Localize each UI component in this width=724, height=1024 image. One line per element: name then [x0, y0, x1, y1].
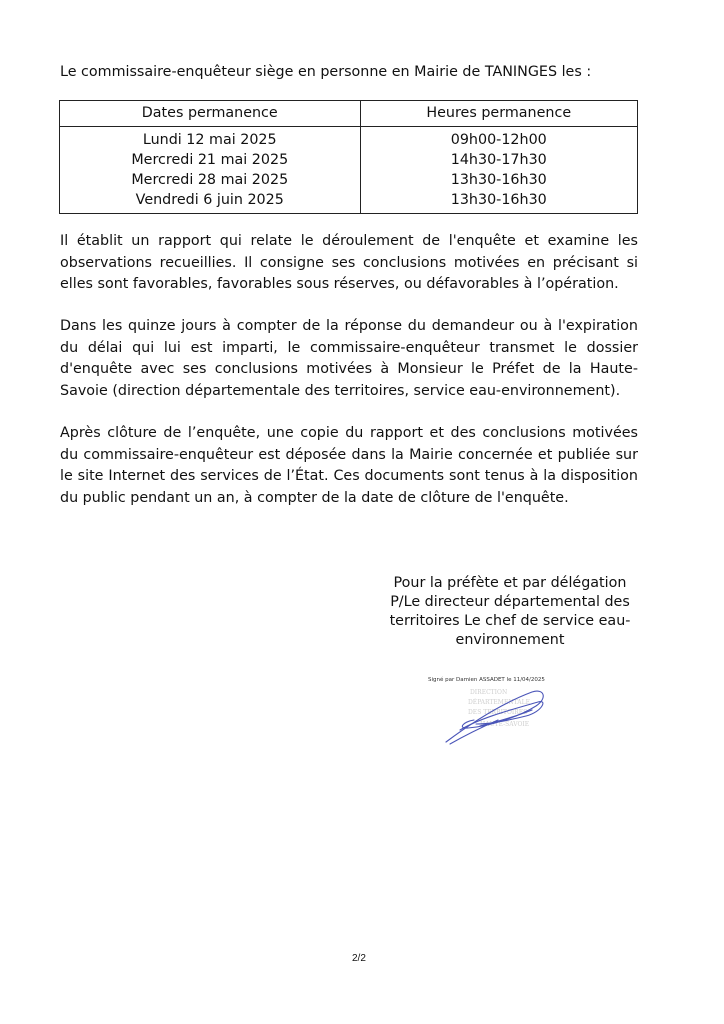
dates-cell [60, 127, 361, 214]
svg-text:DÉPARTEMENTALE: DÉPARTEMENTALE [468, 699, 530, 706]
signature-line: Pour la préfète et par délégation [393, 575, 627, 591]
table-body-row [60, 127, 638, 214]
paragraph-cloture: Après clôture de l’enquête, une copie du rapport et des conclusions motivées du commissaire-enquêteur est déposée dans la Mairie concernée et publiée sur le site Internet des services de l’État. Ces documents sont tenus à la disposition du public pendant un an, à compter de la date de clôture de l'enquête. [60, 425, 638, 506]
date-item: Lundi 12 mai 2025 [142, 132, 277, 148]
svg-text:DIRECTION: DIRECTION [470, 689, 508, 696]
permanence-table [59, 100, 638, 214]
date-item: Vendredi 6 juin 2025 [135, 192, 284, 208]
hour-item: 14h30-17h30 [450, 152, 547, 168]
signature-line: P/Le directeur départemental des [390, 594, 630, 610]
intro-text: Le commissaire-enquêteur siège en personne en Mairie de TANINGES les : [60, 64, 592, 80]
page-number: 2/2 [352, 953, 366, 964]
svg-text:DES TERRITOIRES: DES TERRITOIRES [468, 709, 528, 716]
handwritten-signature-icon [440, 684, 560, 748]
header-dates: Dates permanence [60, 101, 361, 127]
signature-line: territoires Le chef de service eau- [389, 613, 631, 629]
paragraph-transmission: Dans les quinze jours à compter de la réponse du demandeur ou à l'expiration du délai qui lui est imparti, le commissaire-enquêteur transmet le dossier d'enquête avec ses conclusions motivées à Monsieur le Préfet de la Haute-Savoie (direction départementale des territoires, service eau-environnement). [60, 318, 638, 399]
signature-line: environnement [455, 632, 565, 648]
hour-item: 13h30-16h30 [450, 192, 547, 208]
header-hours: Heures permanence [360, 101, 637, 127]
paragraph-rapport: Il établit un rapport qui relate le déroulement de l'enquête et examine les observations recueillies. Il consigne ses conclusions motivées en précisant si elles sont favorables, favorables sous réserves, ou défavorables à l’opération. [60, 233, 638, 292]
date-item: Mercredi 21 mai 2025 [131, 152, 289, 168]
signature-caption: Signé par Damien ASSADET le 11/04/2025 [428, 677, 545, 683]
hour-item: 09h00-12h00 [450, 132, 547, 148]
date-item: Mercredi 28 mai 2025 [131, 172, 289, 188]
signature-block [350, 574, 670, 650]
hours-cell [360, 127, 637, 214]
hour-item: 13h30-16h30 [450, 172, 547, 188]
table-header-row [60, 101, 638, 127]
svg-text:HAUTE-SAVOIE: HAUTE-SAVOIE [480, 721, 530, 728]
